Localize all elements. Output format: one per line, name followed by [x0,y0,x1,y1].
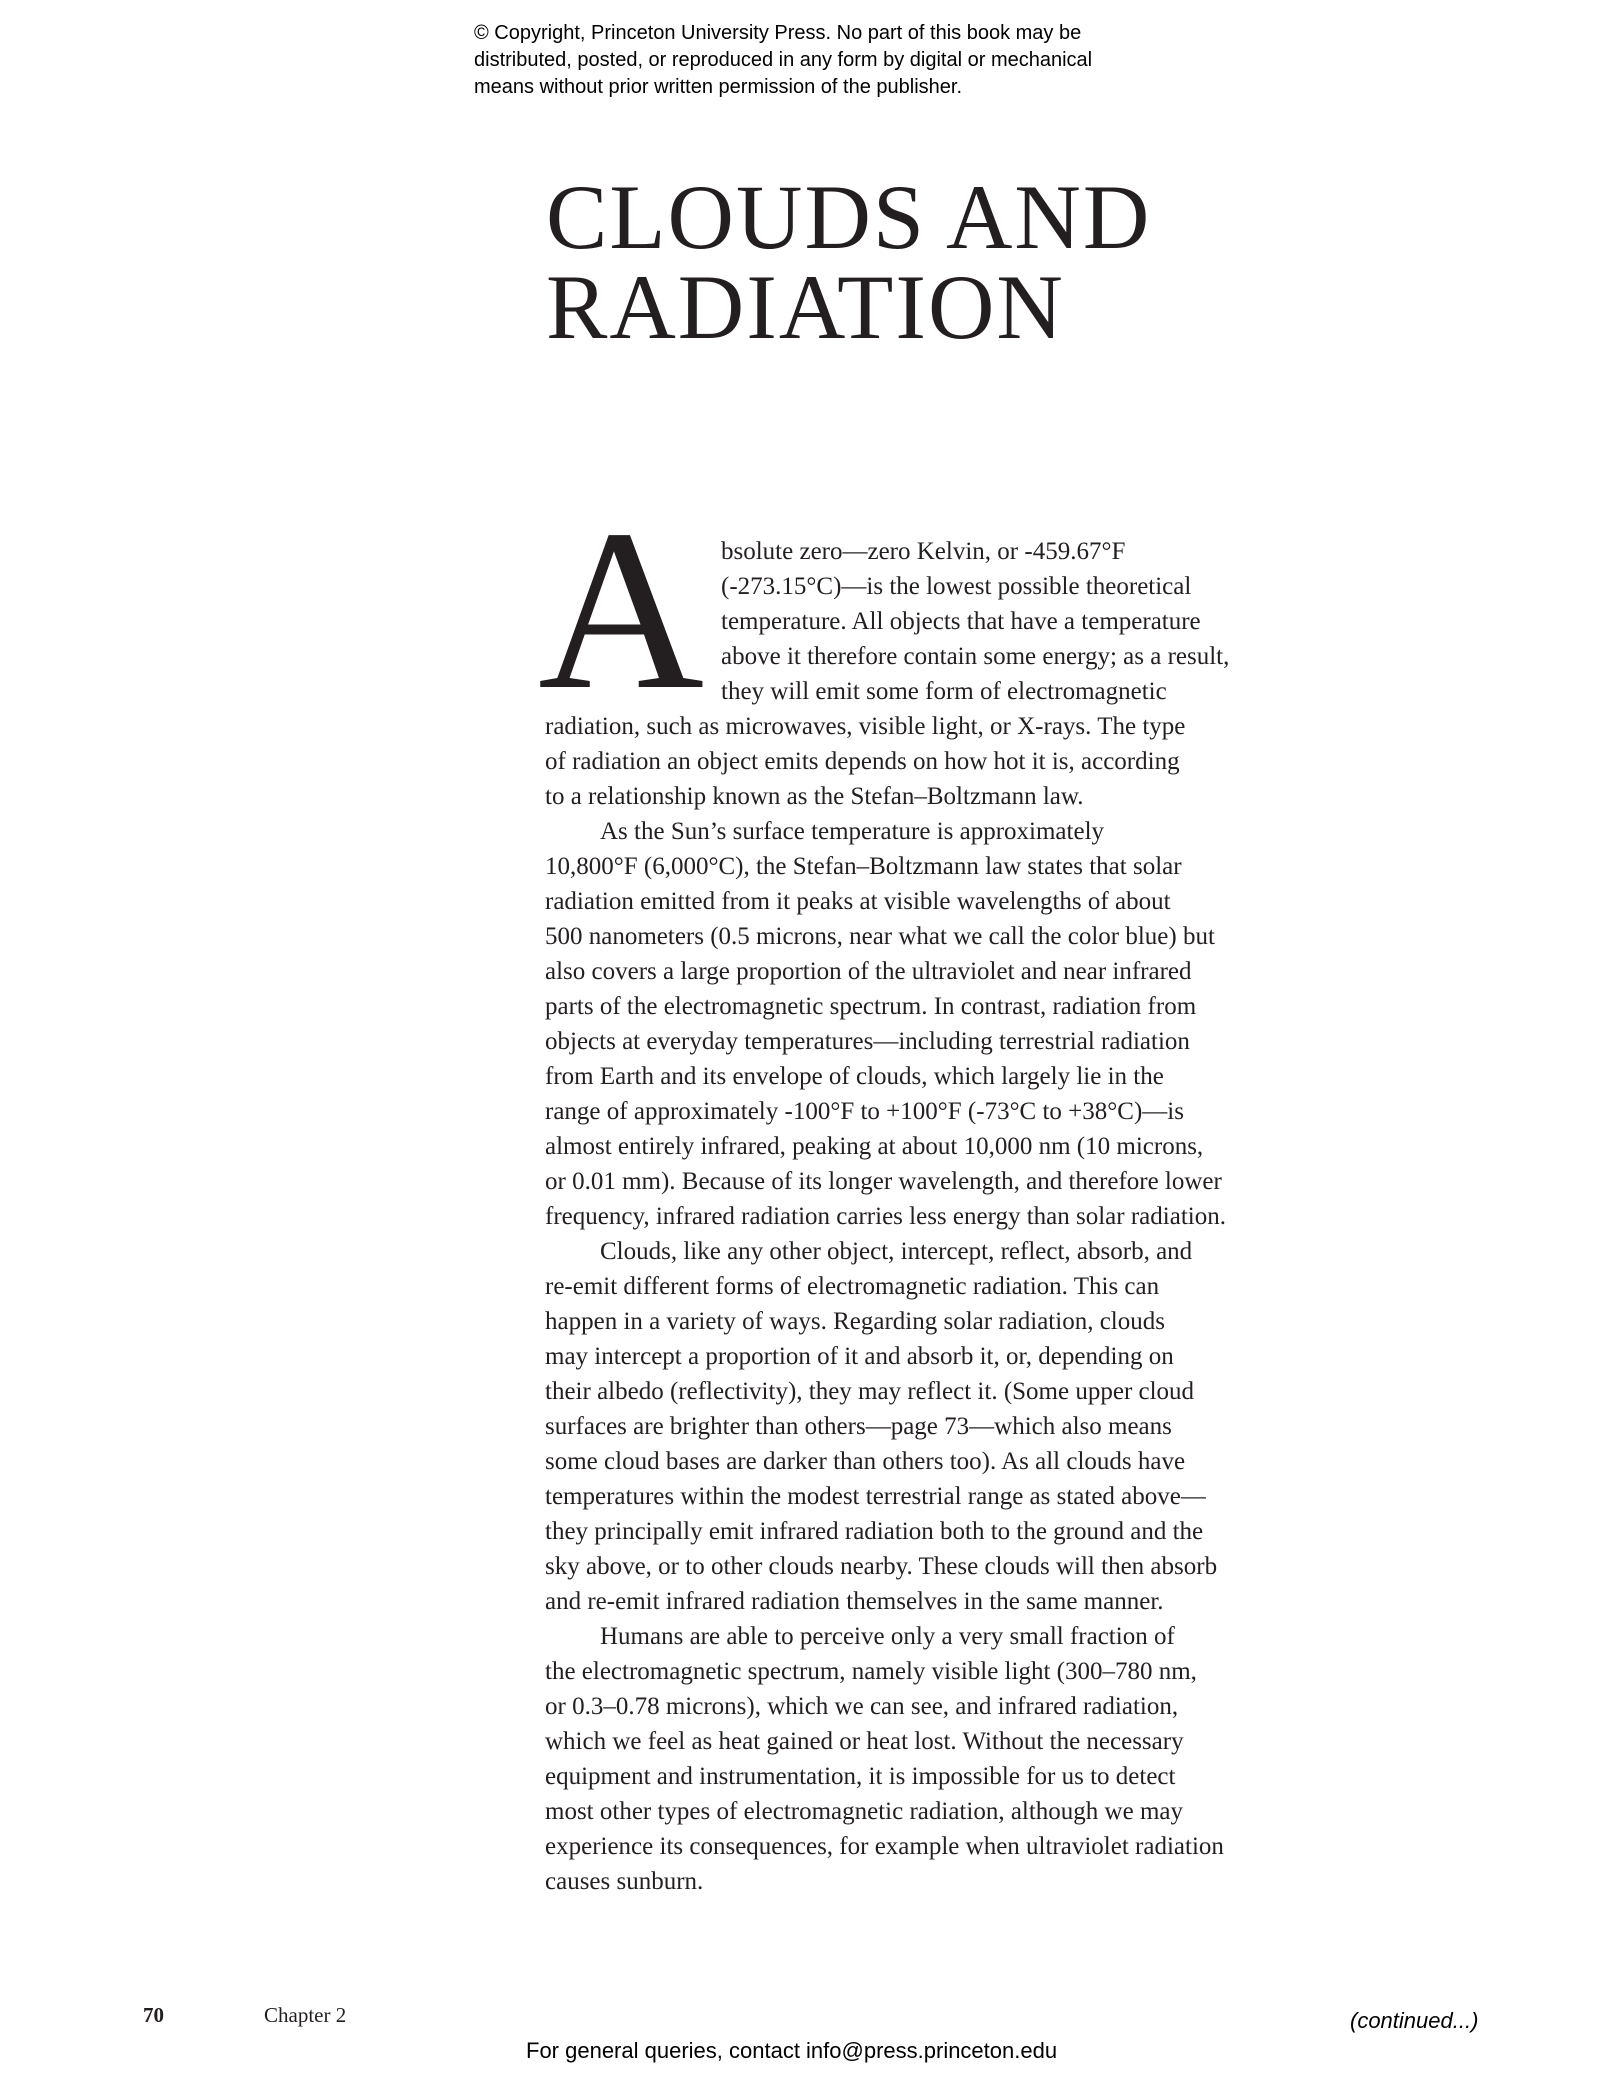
text-line: parts of the electromagnetic spectrum. In contrast, radiation from [545,993,1197,1020]
text-line: experience its consequences, for example when ultraviolet radiation [545,1833,1224,1860]
copyright-line: © Copyright, Princeton University Press. No part of this book may be [474,22,1082,44]
text-line: they will emit some form of electromagnetic [721,678,1167,705]
text-line: As the Sun’s surface temperature is approximately [600,818,1105,845]
copyright-notice [474,20,1234,101]
text-line: (-273.15°C)—is the lowest possible theoretical [721,573,1192,600]
body-text [545,534,1285,1899]
text-line: 500 nanometers (0.5 microns, near what we call the color blue) but [545,923,1215,950]
contact-footer: For general queries, contact info@press.princeton.edu [526,2038,1058,2063]
copyright-line: means without prior written permission of the publisher. [474,76,963,98]
text-line: temperature. All objects that have a temperature [721,608,1201,635]
text-line: happen in a variety of ways. Regarding solar radiation, clouds [545,1308,1165,1335]
page-number: 70 [143,2003,164,2027]
text-line: and re-emit infrared radiation themselves in the same manner. [545,1588,1164,1615]
text-line: above it therefore contain some energy; as a result, [721,643,1230,670]
text-line: sky above, or to other clouds nearby. These clouds will then absorb [545,1553,1218,1580]
text-line: to a relationship known as the Stefan–Boltzmann law. [545,783,1084,810]
text-line: the electromagnetic spectrum, namely visible light (300–780 nm, [545,1658,1197,1685]
text-line: Humans are able to perceive only a very small fraction of [600,1623,1175,1650]
text-line: radiation emitted from it peaks at visible wavelengths of about [545,888,1171,915]
text-line: their albedo (reflectivity), they may reflect it. (Some upper cloud [545,1378,1195,1405]
chapter-title-line: RADIATION [546,256,1065,358]
text-line: frequency, infrared radiation carries less energy than solar radiation. [545,1203,1226,1230]
text-line: temperatures within the modest terrestrial range as stated above— [545,1483,1206,1510]
text-line: or 0.3–0.78 microns), which we can see, and infrared radiation, [545,1693,1179,1720]
text-line: they principally emit infrared radiation both to the ground and the [545,1518,1204,1545]
text-line: bsolute zero—zero Kelvin, or -459.67°F [721,538,1126,565]
text-line: almost entirely infrared, peaking at about 10,000 nm (10 microns, [545,1133,1204,1160]
text-line: most other types of electromagnetic radiation, although we may [545,1798,1184,1825]
chapter-title [546,166,1152,358]
text-line: Clouds, like any other object, intercept, reflect, absorb, and [600,1238,1193,1265]
text-line: also covers a large proportion of the ultraviolet and near infrared [545,958,1192,985]
text-line: which we feel as heat gained or heat lost. Without the necessary [545,1728,1184,1755]
chapter-title-line: CLOUDS AND [546,166,1152,268]
text-line: surfaces are brighter than others—page 73—which also means [545,1413,1172,1440]
text-line: equipment and instrumentation, it is impossible for us to detect [545,1763,1176,1790]
running-footer-chapter: Chapter 2 [264,2003,347,2027]
copyright-line: distributed, posted, or reproduced in any form by digital or mechanical [474,49,1093,71]
text-line: causes sunburn. [545,1868,704,1895]
text-line: of radiation an object emits depends on how hot it is, according [545,748,1180,775]
text-line: or 0.01 mm). Because of its longer wavelength, and therefore lower [545,1168,1222,1195]
text-line: 10,800°F (6,000°C), the Stefan–Boltzmann law states that solar [545,853,1182,880]
text-line: objects at everyday temperatures—including terrestrial radiation [545,1028,1190,1055]
text-line: re-emit different forms of electromagnetic radiation. This can [545,1273,1160,1300]
text-line: radiation, such as microwaves, visible light, or X-rays. The type [545,713,1186,740]
text-line: some cloud bases are darker than others too). As all clouds have [545,1448,1186,1475]
continued-note: (continued...) [1350,2008,1479,2033]
text-line: may intercept a proportion of it and absorb it, or, depending on [545,1343,1174,1370]
text-line: from Earth and its envelope of clouds, which largely lie in the [545,1063,1164,1090]
drop-cap: A [538,482,705,737]
text-line: range of approximately -100°F to +100°F (-73°C to +38°C)—is [545,1098,1184,1125]
